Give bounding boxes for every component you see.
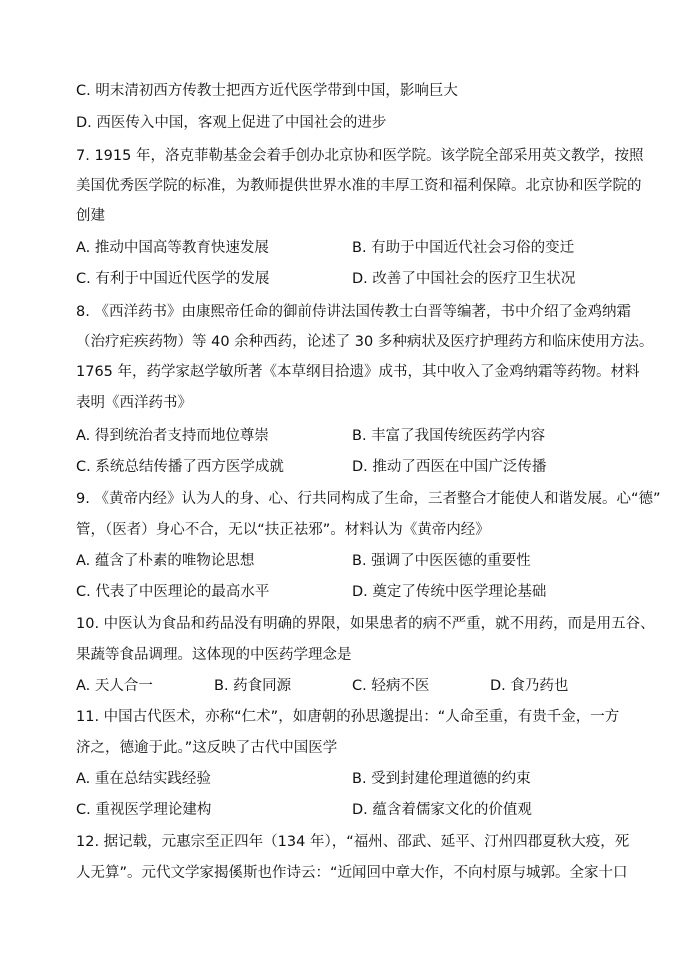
question-8-text: 8. 《西洋药书》由康熙帝任命的御前侍讲法国传教士白晋等编著，书中介绍了金鸡纳霜 — [76, 304, 631, 320]
option-a: A. 得到统治者支持而地位尊崇 — [76, 428, 269, 444]
question-7-text: 创建 — [76, 208, 105, 224]
option-d: D. 食乃药也 — [490, 678, 569, 694]
option-b: B. 强调了中医医德的重要性 — [352, 553, 531, 569]
option-d: D. 改善了中国社会的医疗卫生状况 — [352, 271, 576, 287]
option-c: C. 重视医学理论建构 — [76, 802, 212, 818]
question-8-text: （治疗疟疾药物）等 40 余种西药，论述了 30 多种病状及医疗护理药方和临床使用方法。 — [76, 334, 654, 350]
question-10-text: 10. 中医认为食品和药品没有明确的界限，如果患者的病不严重，就不用药，而是用五谷、 — [76, 616, 655, 632]
option-line: C. 明末清初西方传教士把西方近代医学带到中国，影响巨大 — [76, 83, 458, 99]
question-9-text: 管，（医者）身心不合，无以“扶正祛邪”。材料认为《黄帝内经》 — [76, 522, 490, 538]
question-7-text: 美国优秀医学院的标准，为教师提供世界水准的丰厚工资和福利保障。北京协和医学院的 — [76, 178, 642, 194]
option-line: D. 西医传入中国，客观上促进了中国社会的进步 — [76, 115, 387, 131]
question-12-text: 12. 据记载，元惠宗至正四年（134 年），“福州、邵武、延平、汀州四郡夏秋大疫，死 — [76, 834, 630, 850]
option-b: B. 有助于中国近代社会习俗的变迁 — [352, 240, 575, 256]
option-d: D. 推动了西医在中国广泛传播 — [352, 459, 547, 475]
option-a: A. 天人合一 — [76, 678, 153, 694]
option-d: D. 奠定了传统中医学理论基础 — [352, 584, 547, 600]
option-b: B. 受到封建伦理道德的约束 — [352, 771, 531, 787]
option-c: C. 轻病不医 — [352, 678, 430, 694]
question-11-text: 11. 中国古代医术，亦称“仁术”，如唐朝的孙思邈提出：“人命至重，有贵千金，一方 — [76, 709, 620, 725]
question-8-text: 1765 年，药学家赵学敏所著《本草纲目拾遗》成书，其中收入了金鸡纳霜等药物。材料 — [76, 364, 640, 380]
option-c: C. 系统总结传播了西方医学成就 — [76, 459, 284, 475]
option-d: D. 蕴含着儒家文化的价值观 — [352, 802, 532, 818]
option-a: A. 推动中国高等教育快速发展 — [76, 240, 269, 256]
question-12-text: 人无算”。元代文学家揭傒斯也作诗云：“近闻回中章大作，不向村原与城郭。全家十口 — [76, 865, 628, 881]
option-a: A. 蕴含了朴素的唯物论思想 — [76, 553, 255, 569]
question-10-text: 果蔬等食品调理。这体现的中医药学理念是 — [76, 647, 352, 663]
question-11-text: 济之，德逾于此。”这反映了古代中国医学 — [76, 740, 338, 756]
question-7-text: 7. 1915 年，洛克菲勒基金会着手创办北京协和医学院。该学院全部采用英文教学，按照 — [76, 148, 644, 164]
option-b: B. 药食同源 — [214, 678, 292, 694]
option-c: C. 有利于中国近代医学的发展 — [76, 271, 270, 287]
question-9-text: 9. 《黄帝内经》认为人的身、心、行共同构成了生命，三者整合才能使人和谐发展。心“德” — [76, 491, 661, 507]
option-b: B. 丰富了我国传统医药学内容 — [352, 428, 546, 444]
option-a: A. 重在总结实践经验 — [76, 771, 211, 787]
question-8-text: 表明《西洋药书》 — [76, 395, 192, 411]
option-c: C. 代表了中医理论的最高水平 — [76, 584, 270, 600]
